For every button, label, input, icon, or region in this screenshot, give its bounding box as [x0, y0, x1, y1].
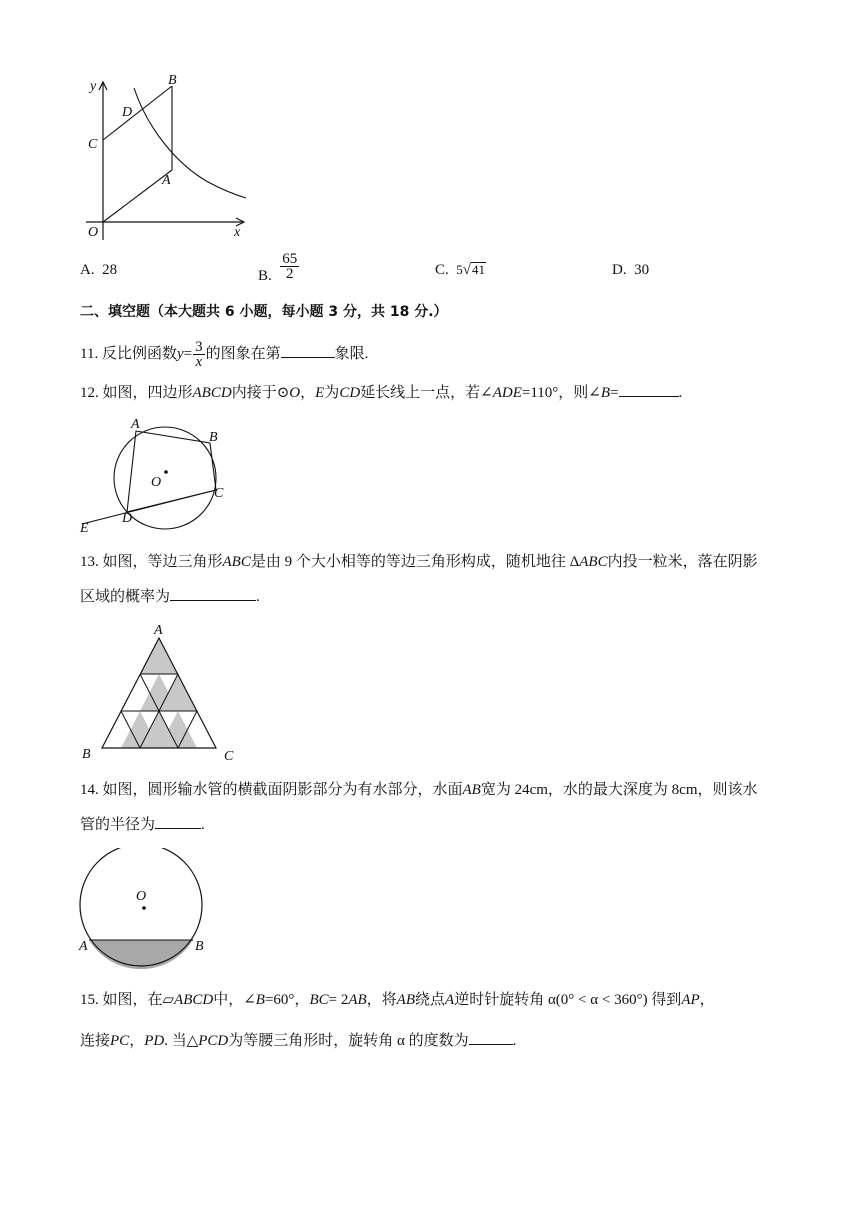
q14-blank[interactable] [155, 814, 201, 829]
label-B: B [82, 747, 91, 762]
label-D: D [122, 511, 133, 526]
option-c: C. 5√41 [435, 262, 485, 278]
q15-blank[interactable] [469, 1030, 513, 1045]
center-dot [142, 906, 146, 910]
q13-blank[interactable] [170, 586, 256, 601]
q13-figure [78, 620, 242, 762]
question-15-line2: 连接PC，PD. 当△PCD为等腰三角形时，旋转角 α 的度数为 . [80, 1030, 516, 1051]
label-C: C [214, 486, 224, 501]
center-dot [164, 470, 168, 474]
label-D: D [122, 105, 133, 120]
section-heading: 二、填空题（本大题共 6 小题，每小题 3 分，共 18 分.） [80, 304, 448, 320]
option-a: A. 28 [80, 262, 118, 278]
label-A: A [162, 173, 171, 188]
shaded-triangle [140, 638, 178, 674]
label-O: O [136, 889, 147, 904]
label-E: E [80, 521, 89, 536]
label-A: A [154, 623, 163, 638]
q11-fraction: $\frac{3}{x}$ [195, 339, 203, 370]
q12-blank[interactable] [619, 382, 679, 397]
q14-figure [76, 848, 216, 972]
q12-figure [76, 414, 236, 538]
question-11: 11. 反比例函数y= $\frac{3}{x}$ 的图象在第 象限. [80, 339, 369, 370]
label-B: B [195, 939, 204, 954]
q10-figure [78, 70, 258, 245]
label-y: y [90, 79, 97, 94]
label-x: x [234, 225, 241, 240]
question-13-line2: 区域的概率为 . [80, 586, 260, 607]
question-14-line2: 管的半径为 . [80, 814, 205, 835]
option-b: B. $\frac{65}{2}$ [258, 251, 298, 284]
label-B: B [168, 73, 177, 88]
label-A: A [131, 417, 140, 432]
label-C: C [224, 749, 234, 762]
question-13: 13. 如图，等边三角形ABC是由 9 个大小相等的等边三角形构成，随机地往 ΔABC内投一粒米，落在阴影 [80, 554, 758, 570]
question-12: 12. 如图，四边形ABCD内接于⊙O，E为CD延长线上一点，若∠ADE=110°，则∠B= . [80, 382, 682, 403]
hyperbola-curve [134, 88, 246, 198]
label-A: A [79, 939, 88, 954]
label-O: O [88, 225, 99, 240]
q11-blank[interactable] [281, 343, 335, 358]
question-15: 15. 如图，在▱ABCD中，∠B=60°，BC= 2AB，将AB绕点A逆时针旋转角 α(0° < α < 360°) 得到AP， [80, 992, 715, 1008]
label-O: O [151, 475, 162, 490]
label-C: C [88, 137, 98, 152]
question-14: 14. 如图，圆形输水管的横截面阴影部分为有水部分，水面AB宽为 24cm，水的最大深度为 8cm，则该水 [80, 782, 758, 798]
option-b-fraction: $\frac{65}{2}$ [282, 251, 298, 282]
option-d: D. 30 [612, 262, 650, 278]
label-B: B [209, 430, 218, 445]
